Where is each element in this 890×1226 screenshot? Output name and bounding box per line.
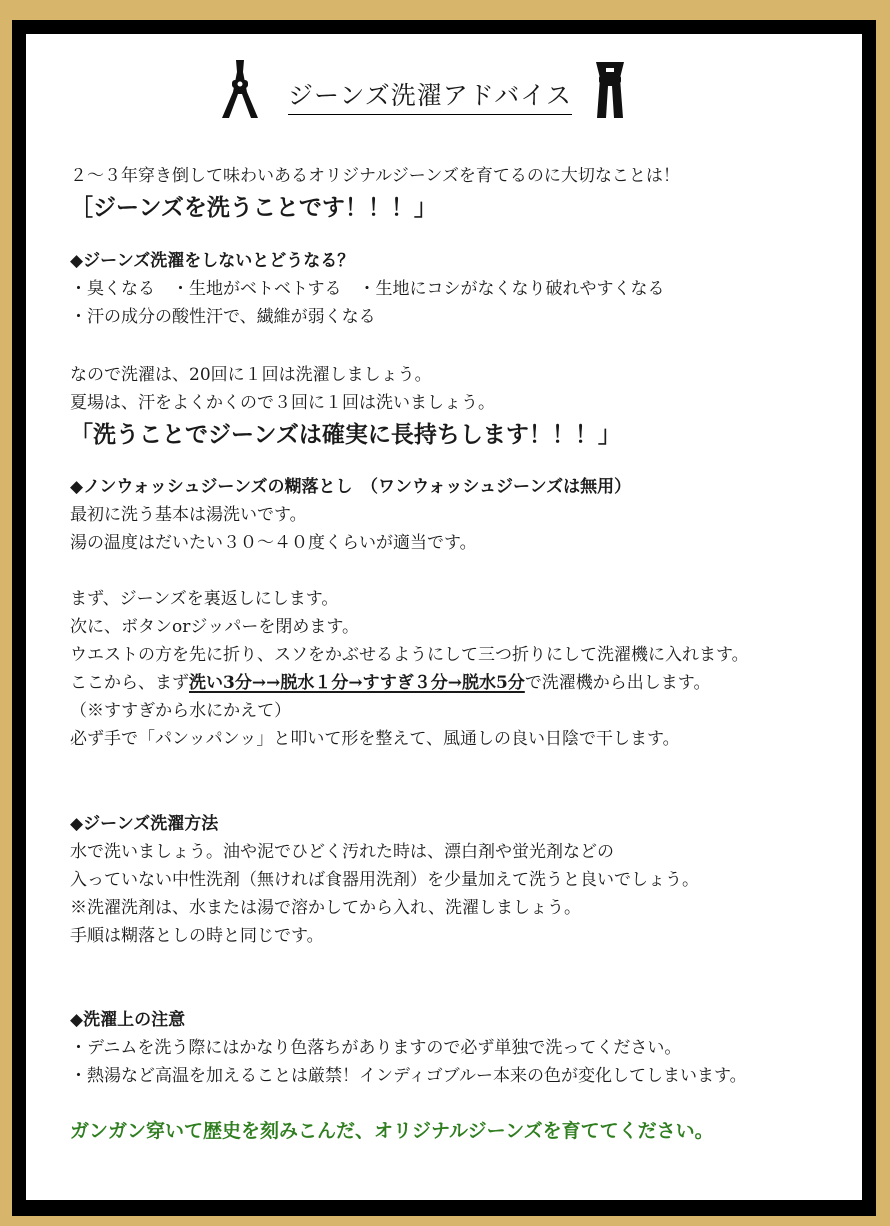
spacer [70,557,850,585]
cautions-heading: ◆洗濯上の注意 [70,1010,186,1030]
frequency-section [70,361,850,453]
clothespin-icon [220,58,260,120]
starch-line: （※すすぎから水にかえて） [70,701,292,721]
steps-prefix: ここから、まず [70,673,189,693]
frequency-line: 夏場は、汗をよくかくので３回に１回は洗いましょう。 [70,393,495,413]
method-line: 水で洗いましょう。油や泥でひどく汚れた時は、漂白剤や蛍光剤などの [70,842,614,862]
frequency-line: なので洗濯は、20回に１回は洗濯しましょう。 [70,365,432,385]
starch-line: ウエストの方を先に折り、スソをかぶせるようにして三つ折りにして洗濯機に入れます。 [70,645,749,665]
cautions-line: ・デニムを洗う際にはかなり色落ちがありますので必ず単独で洗ってください。 [70,1038,682,1058]
starch-line: 最初に洗う基本は湯洗いです。 [70,505,307,525]
clothespin-icon [590,58,630,120]
steps-suffix: で洗濯機から出します。 [524,673,711,693]
cautions-section [70,1006,850,1090]
starch-section [70,473,850,753]
cautions-line: ・熱湯など高温を加えることは厳禁！インディゴブルー本来の色が変化してしまいます。 [70,1066,747,1086]
intro-line: ２～３年穿き倒して味わいあるオリジナルジーンズを育てるのに大切なことは！ [70,166,680,186]
starch-line: まず、ジーンズを裏返しにします。 [70,589,339,609]
starch-line: 必ず手で「パンッパンッ」と叩いて形を整えて、風通しの良い日陰で干します。 [70,729,680,749]
intro-section [70,162,850,226]
starch-line: 次に、ボタンorジッパーを閉めます。 [70,617,360,637]
title-row [26,56,862,126]
method-section [70,810,850,950]
method-line: ※洗濯洗剤は、水または湯で溶かしてから入れ、洗濯しましょう。 [70,898,582,918]
starch-steps-line [70,669,850,697]
black-frame [12,20,876,1216]
wash-steps: 洗い3分→→脱水１分→すすぎ３分→脱水5分 [189,673,525,693]
no-wash-line: ・汗の成分の酸性汗で、繊維が弱くなる [70,307,376,327]
intro-emphasis: ［ジーンズを洗うことです！！！」 [70,194,437,221]
page-title: ジーンズ洗濯アドバイス [288,76,572,115]
method-heading: ◆ジーンズ洗濯方法 [70,814,219,834]
starch-heading: ◆ノンウォッシュジーンズの糊落とし （ワンウォッシュジーンズは無用） [70,477,632,497]
no-wash-section [70,247,850,331]
no-wash-heading: ◆ジーンズ洗濯をしないとどうなる？ [70,251,355,271]
no-wash-line: ・臭くなる ・生地がベトベトする ・生地にコシがなくなり破れやすくなる [70,279,665,299]
closing-message: ガンガン穿いて歴史を刻みこんだ、オリジナルジーンズを育ててください。 [70,1120,714,1142]
frequency-emphasis: 「洗うことでジーンズは確実に長持ちします！！！」 [70,421,621,448]
method-line: 手順は糊落としの時と同じです。 [70,926,324,946]
starch-line: 湯の温度はだいたい３０～４０度くらいが適当です。 [70,533,477,553]
method-line: 入っていない中性洗剤（無ければ食器用洗剤）を少量加えて洗うと良いでしょう。 [70,870,699,890]
document-page [26,34,862,1200]
